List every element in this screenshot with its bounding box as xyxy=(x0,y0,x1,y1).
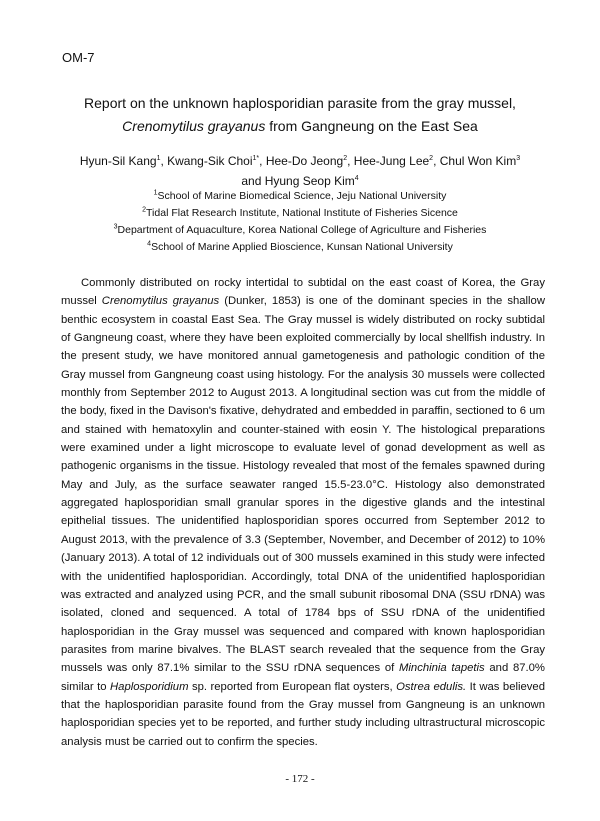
author-affil-mark: 2 xyxy=(343,155,348,162)
author-name: and Hyung Seop Kim xyxy=(241,174,355,188)
author-affil-mark: 1* xyxy=(252,155,260,162)
author-affil-mark: 3 xyxy=(516,155,521,162)
author-affil-mark: 1 xyxy=(156,155,161,162)
title-species: Crenomytilus grayanus xyxy=(122,118,266,134)
affiliation-item: $^1$School of Marine Biomedical Science, Jeju National University xyxy=(153,189,447,202)
author-name: Hyun-Sil Kang xyxy=(79,154,157,168)
paper-title xyxy=(50,92,550,138)
author-name: Chul Won Kim xyxy=(439,154,517,168)
author-list xyxy=(50,151,550,191)
title-part-1: Report on the unknown haplosporidian parasite from the gray mussel, xyxy=(84,95,516,111)
affiliation-item: $^3$Department of Aquaculture, Korea National College of Agriculture and Fisheries xyxy=(113,223,487,236)
author-affil-mark: 2 xyxy=(429,155,434,162)
affiliation-list xyxy=(50,188,550,256)
author-line-1: Hyun-Sil Kang$^1$, Kwang-Sik Choi$^{1*}$, Hee-Do Jeong$^2$, Hee-Jung Lee$^2$, Chul Won Kim$^3$ xyxy=(79,154,521,168)
affiliation-item: $^4$School of Marine Applied Bioscience, Kunsan National University xyxy=(147,240,453,253)
author-affil-mark: 4 xyxy=(354,175,359,182)
page-number: - 172 - xyxy=(285,773,315,785)
genus-name: Haplosporidium xyxy=(110,680,189,693)
species-name: Ostrea edulis. xyxy=(396,680,467,693)
title-part-2: from Gangneung on the East Sea xyxy=(265,118,478,134)
author-name: Kwang-Sik Choi xyxy=(167,154,253,168)
author-name: Hee-Do Jeong xyxy=(265,154,344,168)
affiliation-item: $^2$Tidal Flat Research Institute, National Institute of Fisheries Sicence xyxy=(142,206,458,219)
author-name: Hee-Jung Lee xyxy=(353,154,430,168)
species-name: Crenomytilus grayanus xyxy=(101,295,220,308)
session-code: OM-7 xyxy=(62,50,95,65)
abstract-body: Commonly distributed on rocky intertidal to subtidal on the east coast of Korea, the Gray mussel Crenomytilus grayanus (Dunker, 1853) is one of the dominant species in the shallow benthic ecosystem in coastal East Sea. The Gray mussel is widely distributed on rocky subtidal of Gangneung coast, where they have been exploited commercially by local shellfish industry. In the present study, we have monitored annual gametogenesis and pathologic condition of the Gray mussel from Gangneung coast using histology. For the analysis 30 mussels were collected monthly from September 2012 to August 2013. A longitudinal section was cut from the middle of the body, fixed in the Davison's fixative, dehydrated and embedded in paraffin, sectioned to 6 um and stained with hematoxylin and counter-stained with eosin Y. The histological preparations were examined under a light microscope to evaluate level of gonad development as well as pathogenic organisms in the tissue. Histology revealed that most of the females spawned during May and July, as the surface seawater ranged 15.5-23.0°C. Histology also demonstrated aggregated haplosporidian small granular spores in the digestive glands and the intestinal epithelial tissues. The unidentified haplosporidian spores occurred from September 2012 to August 2013, with the prevalence of 3.3 (September, November, and December of 2012) to 10% (January 2013). A total of 12 individuals out of 300 mussels examined in this study were infected with the unidentified haplosporidian. Accordingly, total DNA of the unidentified haplosporidian was extracted and analyzed using PCR, and the small subunit ribosomal DNA (SSU rDNA) was isolated, cloned and sequenced. A total of 1784 bps of SSU rDNA of the unidentified haplosporidian in the Gray mussel was sequenced and compared with known haplosporidian parasites from marine bivalves. The BLAST search revealed that the sequence from the Gray mussels was only 87.1% similar to the SSU rDNA sequences of Minchinia tapetis and 87.0% similar to Haplosporidium sp. reported from European flat oysters, Ostrea edulis. It was believed that the haplosporidian parasite found from the Gray mussel from Gangneung is an unknown haplosporidian species yet to be reported, and further study including ultrastructural microscopic analysis must be carried out to confirm the species. xyxy=(61,277,546,748)
species-name: Minchinia tapetis xyxy=(399,662,485,675)
